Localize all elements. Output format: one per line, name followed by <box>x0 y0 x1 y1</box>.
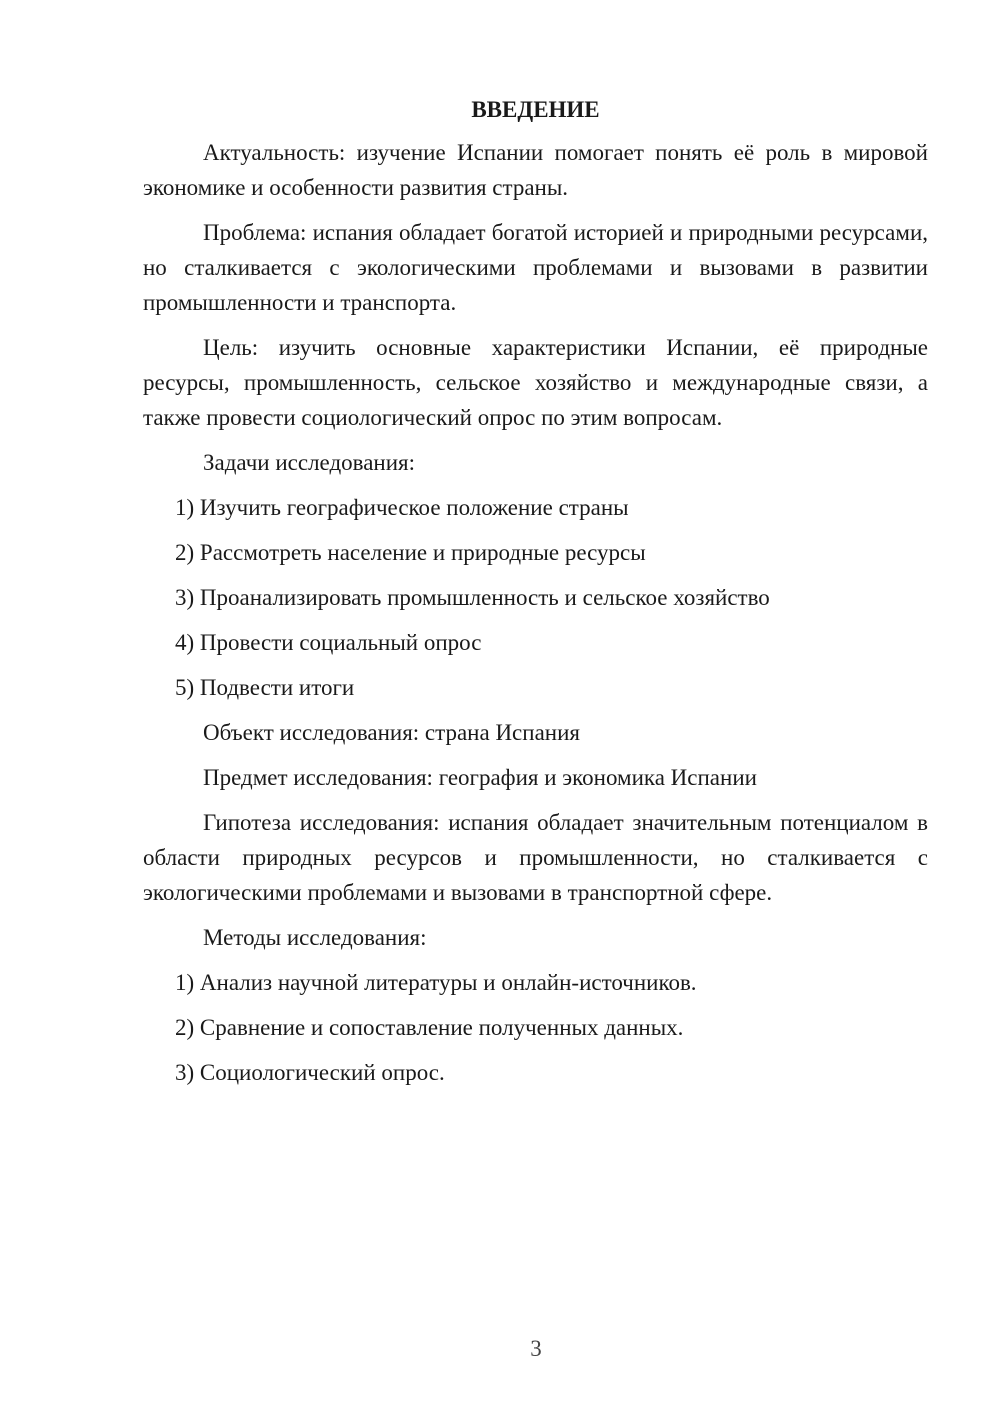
object-line: Объект исследования: страна Испания <box>203 720 580 745</box>
problem-paragraph: Проблема: испания обладает богатой историей и природными ресурсами, но сталкивается с экологическими проблемами и вызовами в развитии промышленности и транспорта. <box>143 220 928 315</box>
methods-list <box>143 965 928 1090</box>
goal-paragraph: Цель: изучить основные характеристики Испании, её природные ресурсы, промышленность, сельское хозяйство и международные связи, а также провести социологический опрос по этим вопросам. <box>143 335 928 430</box>
list-item: 2) Рассмотреть население и природные ресурсы <box>175 540 646 565</box>
methods-heading: Методы исследования: <box>203 925 427 950</box>
list-item: 4) Провести социальный опрос <box>175 630 482 655</box>
tasks-list <box>143 490 928 705</box>
list-item: 3) Социологический опрос. <box>175 1060 445 1085</box>
hypothesis-paragraph: Гипотеза исследования: испания обладает значительным потенциалом в области природных ресурсов и промышленности, но сталкивается с экологическими проблемами и вызовами в транспортной сфере. <box>143 810 928 905</box>
tasks-heading: Задачи исследования: <box>203 450 416 475</box>
page-content <box>143 92 928 1100</box>
list-item: 2) Сравнение и сопоставление полученных данных. <box>175 1015 684 1040</box>
page-number: 3 <box>530 1336 542 1361</box>
list-item: 1) Анализ научной литературы и онлайн-источников. <box>175 970 697 995</box>
section-title: ВВЕДЕНИЕ <box>471 97 600 122</box>
relevance-paragraph: Актуальность: изучение Испании помогает понять её роль в мировой экономике и особенности развития страны. <box>143 140 928 200</box>
subject-line: Предмет исследования: география и экономика Испании <box>203 765 757 790</box>
list-item: 1) Изучить географическое положение страны <box>175 495 629 520</box>
list-item: 5) Подвести итоги <box>175 675 355 700</box>
list-item: 3) Проанализировать промышленность и сельское хозяйство <box>175 585 770 610</box>
